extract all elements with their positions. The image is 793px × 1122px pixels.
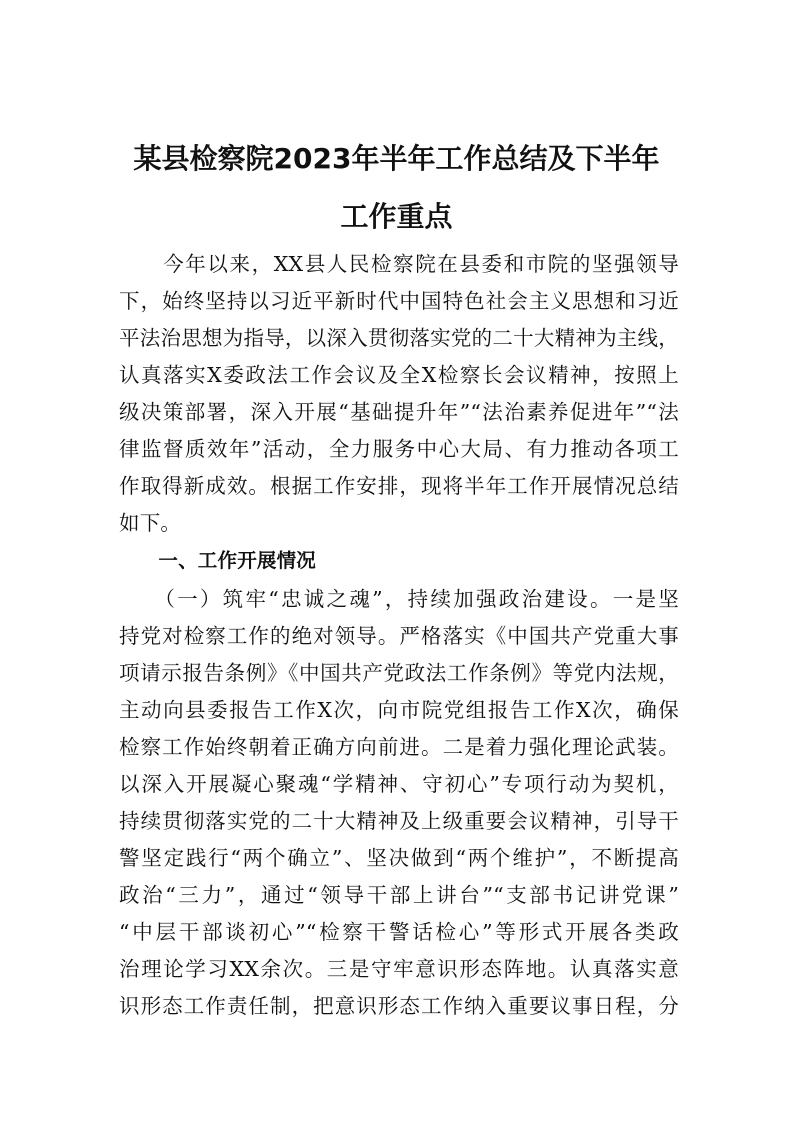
body-text-line: 检察工作始终朝着正确方向前进。二是着力强化理论武装。	[119, 735, 679, 759]
document-title-line-1: 某县检察院2023年半年工作总结及下半年	[133, 142, 660, 175]
body-text-line: 持党对检察工作的绝对领导。严格落实《中国共产党重大事	[119, 624, 679, 648]
body-text-line: 持续贯彻落实党的二十大精神及上级重要会议精神，引导干	[119, 809, 679, 833]
body-text-line: 项请示报告条例》《中国共产党政法工作条例》等党内法规，	[119, 661, 679, 685]
body-text-line: 如下。	[119, 511, 182, 535]
body-text-line: 警坚定践行“两个确立”、坚决做到“两个维护”，不断提高	[119, 846, 679, 870]
section-heading: 一、工作开展情况	[119, 549, 317, 572]
body-text-line: 平法治思想为指导，以深入贯彻落实党的二十大精神为主线，	[119, 326, 679, 350]
body-text-line: 识形态工作责任制，把意识形态工作纳入重要议事日程，分	[119, 994, 679, 1018]
body-text-line: 以深入开展凝心聚魂“学精神、守初心”专项行动为契机，	[119, 772, 679, 796]
body-text-line: 政治“三力”，通过“领导干部上讲台”“支部书记讲党课”	[119, 883, 679, 907]
body-text-line: 认真落实X委政法工作会议及全X检察长会议精神，按照上	[119, 363, 679, 387]
body-text-line: 作取得新成效。根据工作安排，现将半年工作开展情况总结	[119, 474, 679, 498]
body-text-line: “中层干部谈初心”“检察干警话检心”等形式开展各类政	[119, 920, 679, 944]
body-text-line: 主动向县委报告工作X次，向市院党组报告工作X次，确保	[119, 698, 679, 722]
body-text-line: （一）筑牢“忠诚之魂”，持续加强政治建设。一是坚	[119, 587, 679, 611]
body-text-line: 下，始终坚持以习近平新时代中国特色社会主义思想和习近	[119, 289, 679, 313]
document-title-line-2: 工作重点	[340, 200, 453, 233]
body-text-line: 治理论学习XX余次。三是守牢意识形态阵地。认真落实意	[119, 957, 679, 981]
body-text-line: 律监督质效年”活动，全力服务中心大局、有力推动各项工	[119, 437, 679, 461]
body-text-line: 今年以来，XX县人民检察院在县委和市院的坚强领导	[119, 252, 679, 276]
body-text-line: 级决策部署，深入开展“基础提升年”“法治素养促进年”“法	[119, 400, 679, 424]
